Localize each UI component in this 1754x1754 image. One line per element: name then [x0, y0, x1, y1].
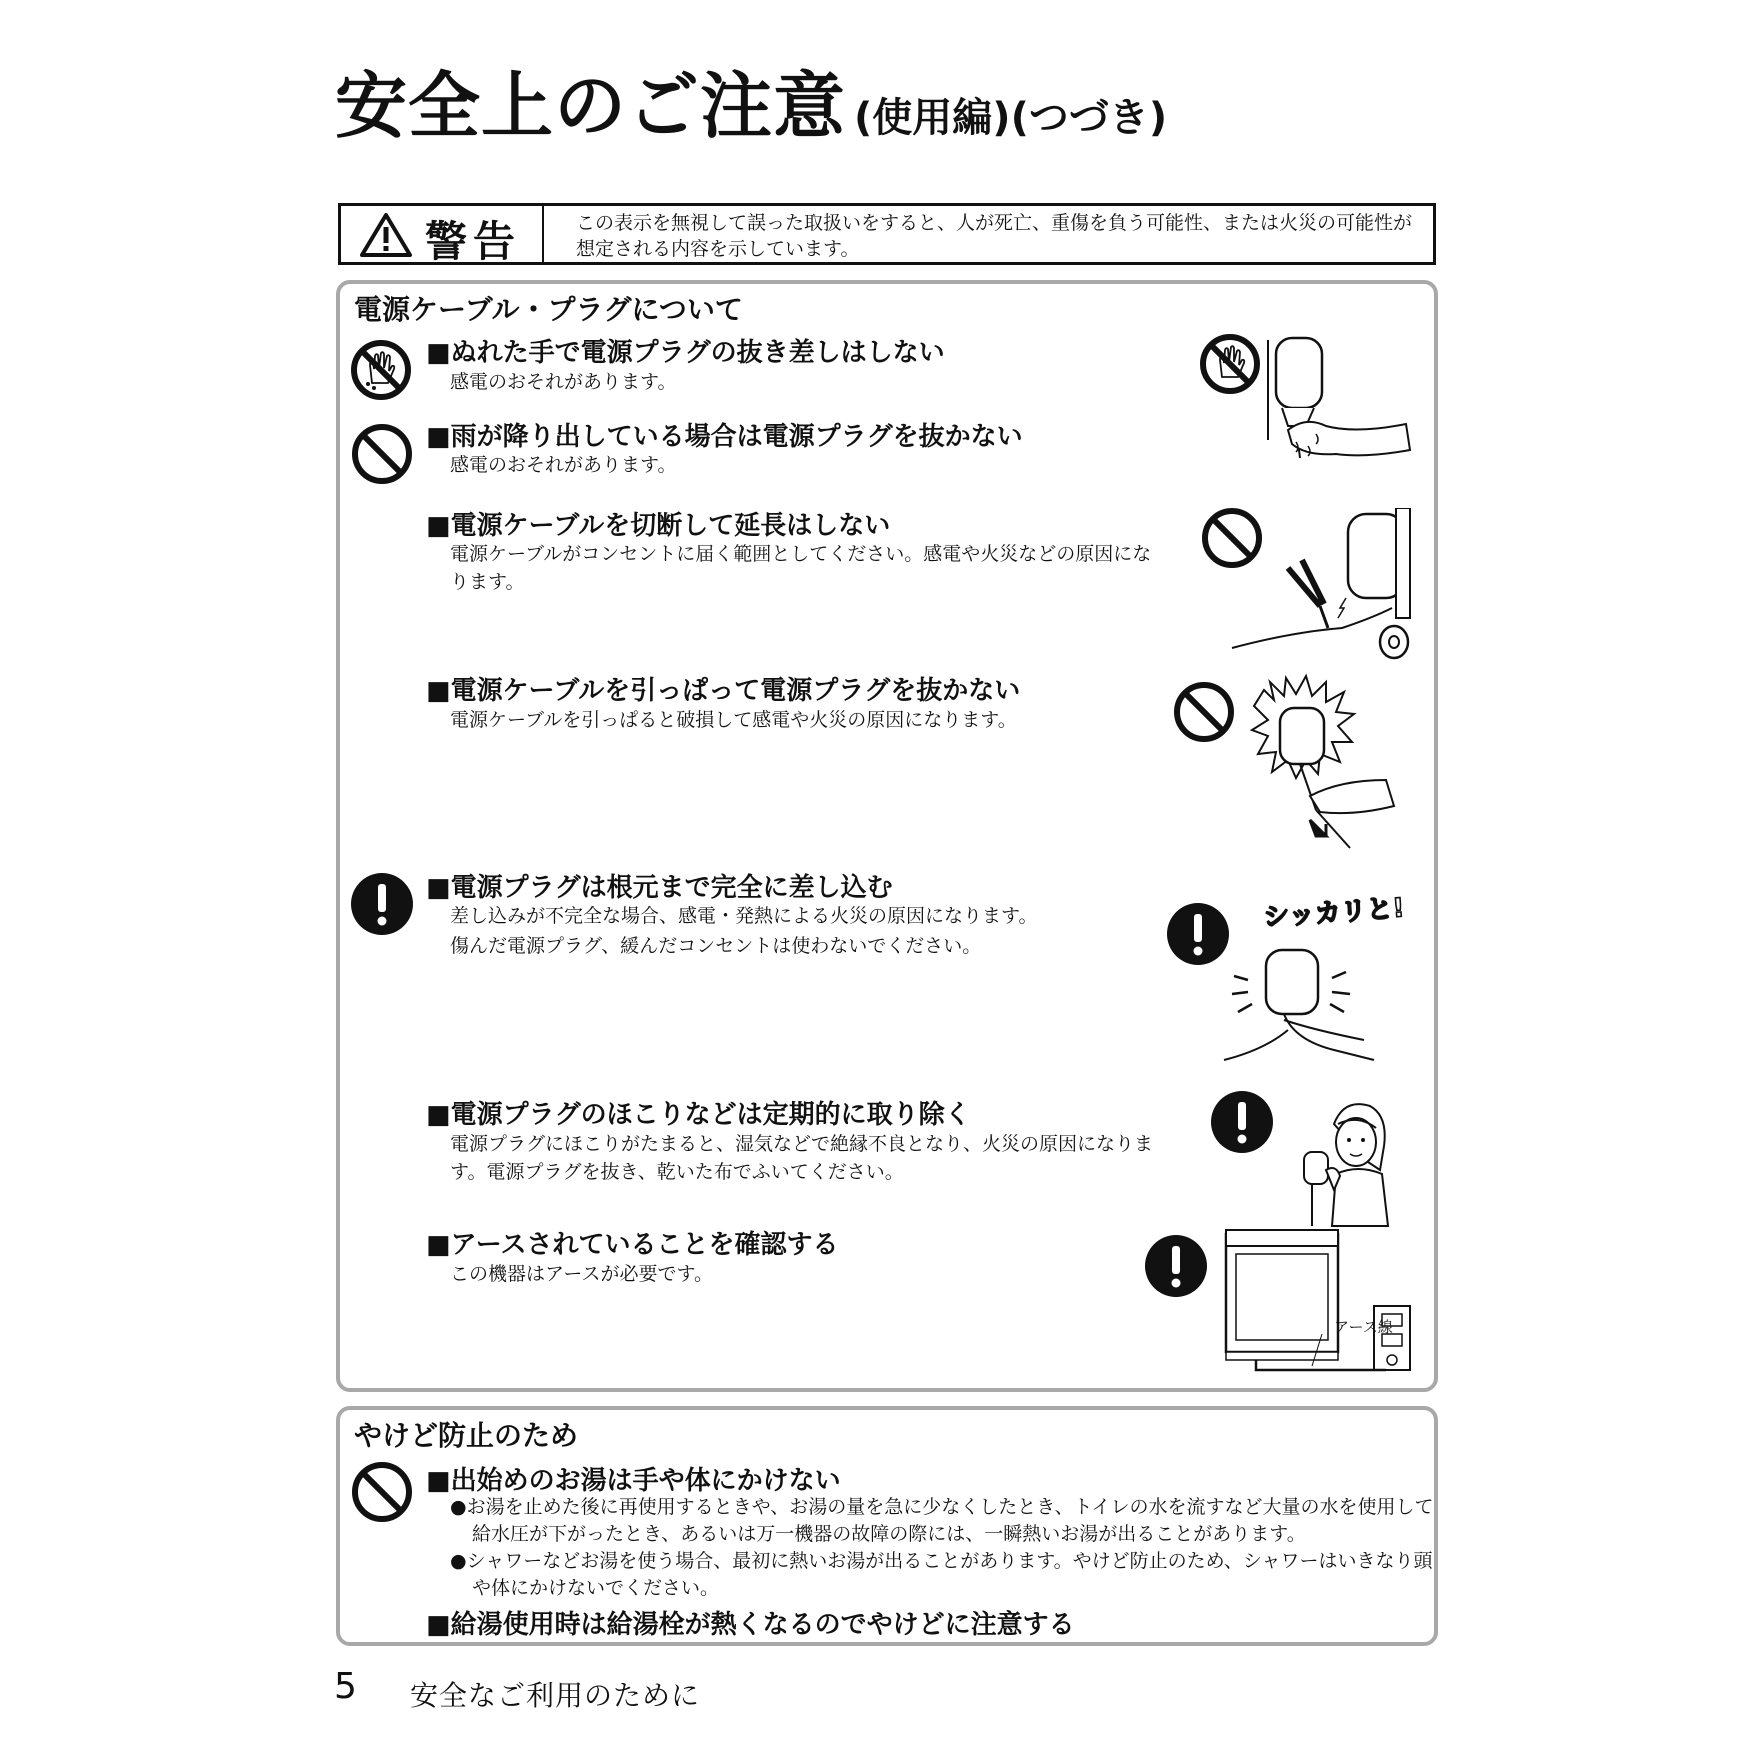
item-desc-wet-hands: 感電のおそれがあります。: [450, 371, 677, 393]
item-desc-cut-cable: 電源ケーブルがコンセントに届く範囲としてください。感電や火災などの原因になります。: [450, 543, 1152, 593]
insert-firmly-illustration: [1164, 880, 1420, 1066]
item-desc-earth: この機器はアースが必要です。: [450, 1263, 713, 1285]
item-desc-remove-dust: 電源プラグにほこりがたまると、湿気などで絶縁不良となり、火災の原因になります。電源プラグを抜き、乾いた布でふいてください。: [450, 1133, 1154, 1183]
section-title-power-cable: 電源ケーブル・プラグについて: [354, 293, 743, 326]
warning-triangle-icon: [359, 212, 413, 258]
firmly-label: シッカリと!: [1262, 893, 1406, 933]
mandatory-action-icon: [1211, 1091, 1273, 1153]
prohibition-icon: [350, 1460, 414, 1524]
no-wet-hands-icon: [1203, 337, 1257, 391]
item-heading-rain: ■雨が降り出している場合は電源プラグを抜かない: [426, 422, 1023, 452]
page-title: [335, 64, 1168, 148]
bullet-sudden-hot-water: ●お湯を止めた後に再使用するときや、お湯の量を急に少なくしたとき、トイレの水を流すなど大量の水を使用して給水圧が下がったとき、あるいは万一機器の故障の際には、一瞬熱いお湯が出ることがあります。: [450, 1496, 1434, 1545]
wipe-plug-illustration: [1208, 1090, 1394, 1230]
mandatory-action-icon: [1167, 903, 1229, 965]
item-heading-insert-plug: ■電源プラグは根元まで完全に差し込む: [426, 873, 893, 903]
warning-label-cell: [341, 206, 544, 266]
item-desc-insert-plug-2: 傷んだ電源プラグ、緩んだコンセントは使わないでください。: [450, 935, 982, 957]
bullet-shower-caution: ●シャワーなどお湯を使う場合、最初に熱いお湯が出ることがあります。やけど防止のため、シャワーはいきなり頭や体にかけないでください。: [450, 1550, 1433, 1599]
item-heading-initial-hot-water: ■出始めのお湯は手や体にかけない: [426, 1466, 841, 1496]
prohibition-icon: [350, 422, 414, 486]
item-desc-pull-cable: 電源ケーブルを引っぱると破損して感電や火災の原因になります。: [450, 709, 1017, 731]
item-desc-insert-plug: 差し込みが不完全な場合、感電・発熱による火災の原因になります。: [450, 905, 1038, 927]
warning-label: 警告: [425, 217, 522, 266]
item-heading-pull-cable: ■電源ケーブルを引っぱって電源プラグを抜かない: [426, 676, 1021, 706]
prohibition-icon: [1177, 685, 1231, 739]
mandatory-action-icon: [1145, 1235, 1207, 1297]
wet-hand-plug-illustration: [1196, 330, 1416, 470]
no-wet-hands-icon: [350, 339, 412, 401]
item-desc-rain: 感電のおそれがあります。: [450, 454, 677, 476]
earth-wire-label: アース線: [1334, 1318, 1393, 1336]
item-heading-cut-cable: ■電源ケーブルを切断して延長はしない: [426, 511, 891, 541]
mandatory-action-icon: [350, 872, 414, 936]
footer-section-name: 安全なご利用のために: [410, 1679, 701, 1712]
page-title-sub: (使用編)(つづき): [854, 95, 1168, 141]
item-heading-hot-faucet: ■給湯使用時は給湯栓が熱くなるのでやけどに注意する: [426, 1610, 1075, 1640]
warning-legend: [338, 203, 1436, 265]
item-heading-remove-dust: ■電源プラグのほこりなどは定期的に取り除く: [426, 1100, 971, 1130]
prohibition-icon: [1205, 511, 1259, 565]
page-title-main: 安全上のご注意: [335, 64, 847, 148]
cut-cable-illustration: [1192, 508, 1418, 664]
page-number: 5: [334, 1666, 357, 1707]
warning-description: この表示を無視して誤った取扱いをすると、人が死亡、重傷を負う可能性、または火災の可能性が想定される内容を示しています。: [576, 212, 1413, 260]
item-heading-wet-hands: ■ぬれた手で電源プラグの抜き差しはしない: [426, 338, 945, 368]
section-title-burn-prevention: やけど防止のため: [354, 1419, 579, 1452]
earth-connection-illustration: [1136, 1224, 1416, 1380]
pull-cable-illustration: [1164, 670, 1420, 850]
item-heading-earth: ■アースされていることを確認する: [426, 1230, 839, 1260]
